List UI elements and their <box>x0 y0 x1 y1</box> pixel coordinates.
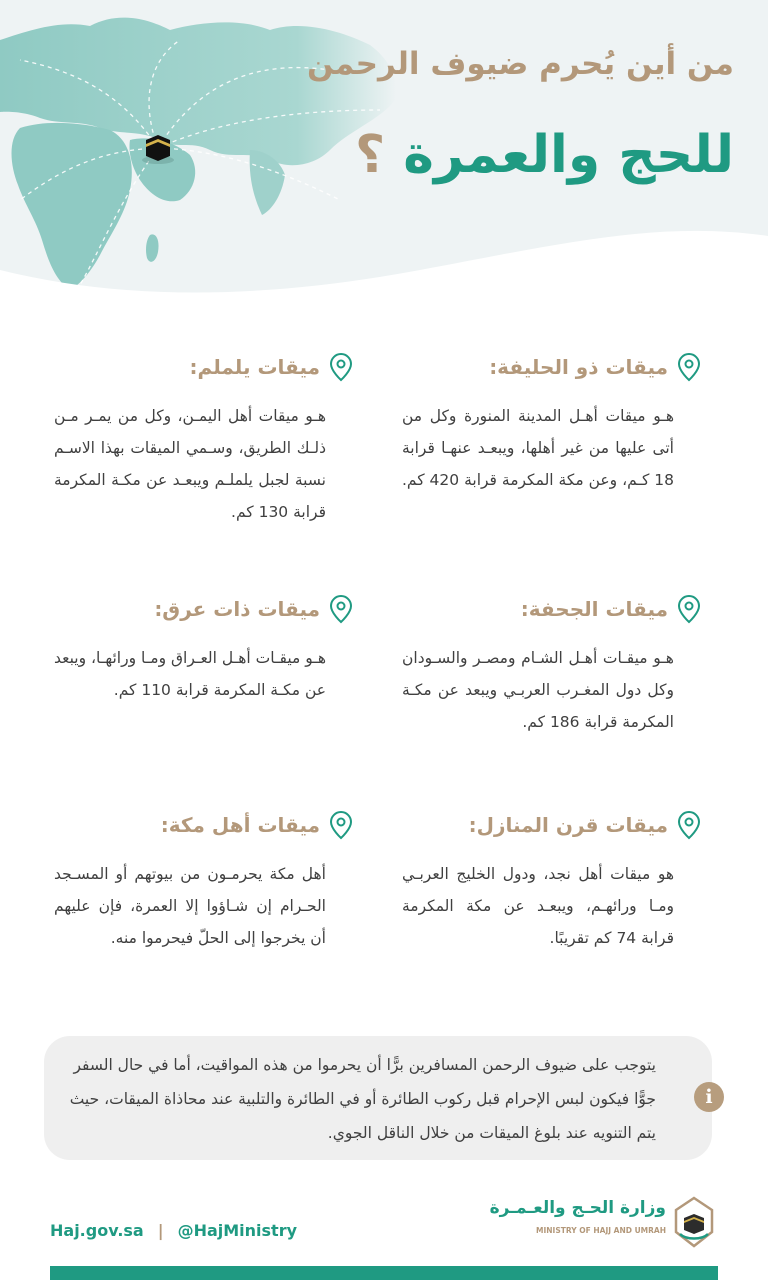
miqat-title-text: ميقات قرن المنازل: <box>468 813 668 837</box>
miqat-yalamlam <box>54 352 354 528</box>
miqat-description: هـو ميقـات أهـل العـراق ومـا ورائهـا، ويبعد عن مكـة المكرمة قرابة 110 كم. <box>54 649 326 699</box>
miqat-description: هو ميقات أهل نجد، ودول الخليج العربـي ومـا ورائهـم، ويبعـد عن مكة المكرمة قرابة 74 كم تقريبًا. <box>402 865 674 947</box>
footer-links <box>50 1221 297 1240</box>
miqat-title-text: ميقات ذات عرق: <box>154 597 320 621</box>
footer-separator: | <box>157 1221 164 1240</box>
miqat-description: هـو ميقات أهـل المدينة المنورة وكل من أتى عليها من غير أهلها، ويبعـد عنهـا قرابة 18 كـم، وعن مكة المكرمة قرابة 420 كم. <box>401 407 674 489</box>
miqat-juhfah <box>402 594 702 738</box>
location-pin-icon <box>328 594 354 624</box>
ministry-emblem-icon <box>672 1196 716 1248</box>
bottom-accent-bar <box>50 1266 718 1280</box>
miqat-title <box>54 594 354 624</box>
title-text: للحج والعمرة <box>403 125 734 185</box>
miqat-title <box>402 352 702 382</box>
miqat-qarn-al-manazil <box>402 810 702 954</box>
miqat-title <box>54 810 354 840</box>
location-pin-icon <box>676 810 702 840</box>
miqat-ahl-makkah <box>54 810 354 954</box>
info-icon: i <box>694 1082 724 1112</box>
location-pin-icon <box>676 352 702 382</box>
header-banner <box>0 0 768 300</box>
website-link[interactable]: Haj.gov.sa <box>50 1221 144 1240</box>
logo-english-text: MINISTRY OF HAJJ AND UMRAH <box>536 1226 666 1235</box>
miqat-title <box>402 594 702 624</box>
miqat-description: أهل مكة يحرمـون من بيوتهم أو المسـجد الحـرام إن شـاؤوا إلا العمرة، فإن عليهم أن يخرجوا إلى الحلّ فيحرموا منه. <box>54 865 326 947</box>
miqat-title-text: ميقات ذو الحليفة: <box>489 355 668 379</box>
miqat-dhul-hulaifah <box>402 352 702 496</box>
miqat-title-text: ميقات يلملم: <box>189 355 320 379</box>
question-mark: ؟ <box>354 125 386 185</box>
travel-note-text: يتوجب على ضيوف الرحمن المسافرين برًّا أن يحرموا من هذه المواقيت، أما في حال السفر جوًّا فيكون لبس الإحرام قبل ركوب الطائرة أو في الطائرة والتلبية عند محاذاة الميقات، حيث يتم التنويه عند بلوغ الميقات من خلال الناقل الجوي. <box>69 1056 656 1142</box>
page-title-line2 <box>355 125 734 185</box>
miqat-title <box>54 352 354 382</box>
location-pin-icon <box>328 352 354 382</box>
page-title-line1: من أين يُحرم ضيوف الرحمن <box>306 46 734 82</box>
miqat-dhat-irq <box>54 594 354 706</box>
social-handle-link[interactable]: @HajMinistry <box>177 1221 298 1240</box>
location-pin-icon <box>676 594 702 624</box>
travel-note-box <box>44 1036 712 1160</box>
miqat-title <box>402 810 702 840</box>
ministry-logo <box>489 1196 716 1250</box>
miqat-title-text: ميقات أهل مكة: <box>160 813 320 837</box>
miqat-title-text: ميقات الجحفة: <box>520 597 668 621</box>
location-pin-icon <box>328 810 354 840</box>
miqat-description: هـو ميقات أهل اليمـن، وكل من يمـر مـن ذلـك الطريق، وسـمي الميقات بهذا الاسـم نسبة لجبل يلملـم ويبعـد عن مكـة المكرمة قرابة 130 كم. <box>54 407 326 521</box>
miqat-description: هـو ميقـات أهـل الشـام ومصـر والسـودان وكل دول المغـرب العربـي ويبعد عن مكـة المكرمة قرابة 186 كم. <box>402 649 674 731</box>
logo-arabic-text: وزارة الحـج والعـمـرة <box>489 1198 666 1218</box>
